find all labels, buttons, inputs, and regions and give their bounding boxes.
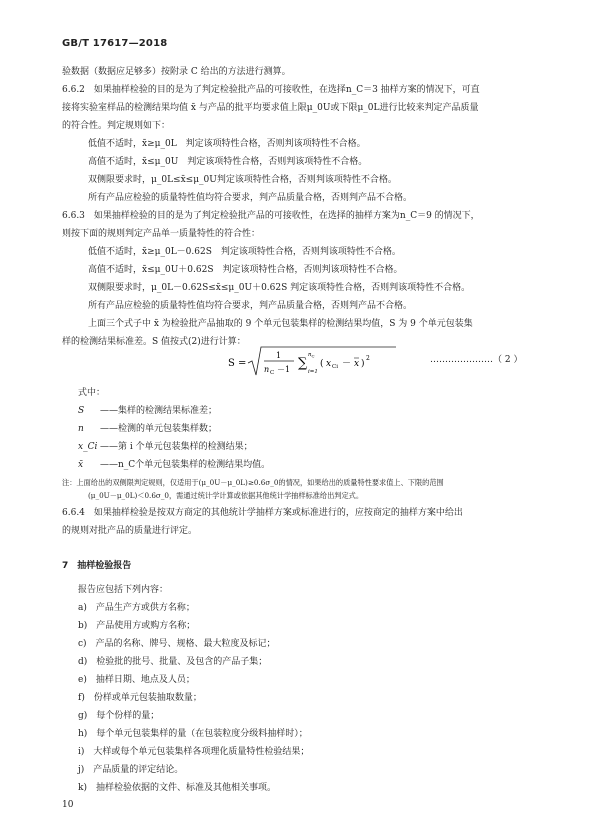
where-label: 式中： [78,388,106,398]
clause-6-6-2: 6.6.2 如果抽样检验的目的是为了判定检验批产品的可接收性，在选择n_C＝3 抽样方案的情况下，可直 [62,85,480,95]
text-line: 上面三个式子中 x̄ 为检验批产品抽取的 9 个单元包装集样的检测结果均值，S 为 9 个单元包装集 [88,319,473,329]
clause-6-6-3: 6.6.3 如果抽样检验的目的是为了判定检验批产品的可接收性，在选择的抽样方案为n_C＝9 的情况下， [62,211,480,221]
rule-all-s: 所有产品应检验的质量特性值均符合要求，判产品质量合格，否则判产品不合格。 [88,301,413,311]
svg-text:n: n [308,352,312,358]
note-line: 注：上面给出的双侧限判定规则，仅适用于(μ_0U－μ_0L)≥0.6σ_0的情况，如果给出的质量特性要求值上、下限的范围 [62,478,444,487]
list-item: f) 份样或单元包装抽取数量； [78,693,202,703]
rule-all: 所有产品应检验的质量特性值均符合要求，判产品质量合格，否则判产品不合格。 [88,193,413,203]
svg-text:C: C [311,353,315,359]
symbol-row [78,423,217,435]
page-number: 10 [62,800,74,810]
list-item: e) 抽样日期、地点及人员； [78,675,195,685]
list-item: a) 产品生产方或供方名称； [78,603,195,613]
svg-text:): ) [361,359,365,369]
svg-text:－: － [342,359,352,369]
list-item: c) 产品的名称、牌号、规格、最大粒度及标记； [78,639,276,649]
svg-text:n: n [264,365,270,374]
list-item: g) 每个份样的量； [78,711,160,721]
symbol: S [78,406,85,416]
symbol: n [78,424,84,434]
svg-text:1: 1 [276,351,282,360]
equation-number: …………………（ 2 ） [430,355,523,365]
text-line: 的符合性。判定规则如下： [62,121,171,131]
rule-both: 双侧限要求时，μ_0L≤x̄≤μ_0U判定该项特性合格，否则判该项特性不合格。 [88,175,397,185]
svg-text:(: ( [320,359,324,369]
svg-text:－1: －1 [277,365,291,374]
rule-low-s: 低值不适时，x̄≥μ_0L－0.62S 判定该项特性合格，否则判该项特性不合格。 [88,247,401,257]
text-line: 接将实验室样品的检测结果均值 x̄ 与产品的批平均要求值上限μ_0U或下限μ_0L进行比较来判定产品质量 [62,103,479,113]
text-line: 则按下面的规则判定产品单一质量特性的符合性： [62,229,261,239]
list-item: h) 每个单元包装集样的量（在包装粒度分级料抽样时）； [78,729,308,739]
text-line: 的规则对批产品的质量进行评定。 [62,526,198,536]
svg-text:2: 2 [366,355,370,362]
symbol-desc: ——检测的单元包装集样数； [100,424,218,434]
text-line: 样的检测结果标准差。S 值按式(2)进行计算： [62,337,246,347]
rule-low: 低值不适时，x̄≥μ_0L 判定该项特性合格，否则判该项特性不合格。 [88,139,366,149]
svg-text:x: x [326,359,332,369]
note-line: (μ_0U－μ_0L)＜0.6σ_0，需通过统计学计算或依据其他统计学抽样标准给出判定式。 [88,491,364,500]
svg-text:C: C [270,370,275,376]
report-intro: 报告应包括下列内容： [78,585,169,595]
list-item: k) 抽样检验依据的文件、标准及其他相关事项。 [78,783,276,793]
symbol: x_Ci [78,442,98,452]
svg-text:x: x [354,359,360,369]
standard-header: GB/T 17617—2018 [62,38,168,49]
rule-both-s: 双侧限要求时，μ_0L－0.62S≤x̄≤μ_0U＋0.62S 判定该项特性合格，否则判该项特性不合格。 [88,283,471,293]
list-item: d) 检验批的批号、批量、及包含的产品子集； [78,657,268,667]
rule-high: 高值不适时，x̄≤μ_0U 判定该项特性合格，否则判该项特性不合格。 [88,157,368,167]
symbol-row [78,459,270,471]
list-item: i) 大样或每个单元包装集样各项理化质量特性检验结果； [78,747,310,757]
symbol: x̄ [78,460,84,470]
symbol-row [78,405,217,417]
section-7-title: 7 抽样检验报告 [62,561,132,571]
svg-text:∑: ∑ [298,356,308,371]
symbol-desc: ——集样的检测结果标准差； [100,406,218,416]
list-item: b) 产品使用方或购方名称； [78,621,196,631]
symbol-desc: ——n_C个单元包装集样的检测结果均值。 [100,460,271,470]
svg-text:i=1: i=1 [308,369,318,375]
text-line: 验数据（数据应足够多）按附录 C 给出的方法进行测算。 [62,67,291,77]
symbol-row [78,441,253,453]
svg-text:Ci: Ci [332,364,338,370]
list-item: j) 产品质量的评定结论。 [78,765,184,775]
formula-2 [228,345,398,379]
clause-6-6-4: 6.6.4 如果抽样检验是按双方商定的其他统计学抽样方案或标准进行的，应按商定的抽样方案中给出 [62,508,463,518]
symbol-desc: ——第 i 个单元包装集样的检测结果； [100,442,253,452]
svg-text:S =: S = [228,358,247,369]
rule-high-s: 高值不适时，x̄≤μ_0U＋0.62S 判定该项特性合格，否则判该项特性不合格。 [88,265,403,275]
